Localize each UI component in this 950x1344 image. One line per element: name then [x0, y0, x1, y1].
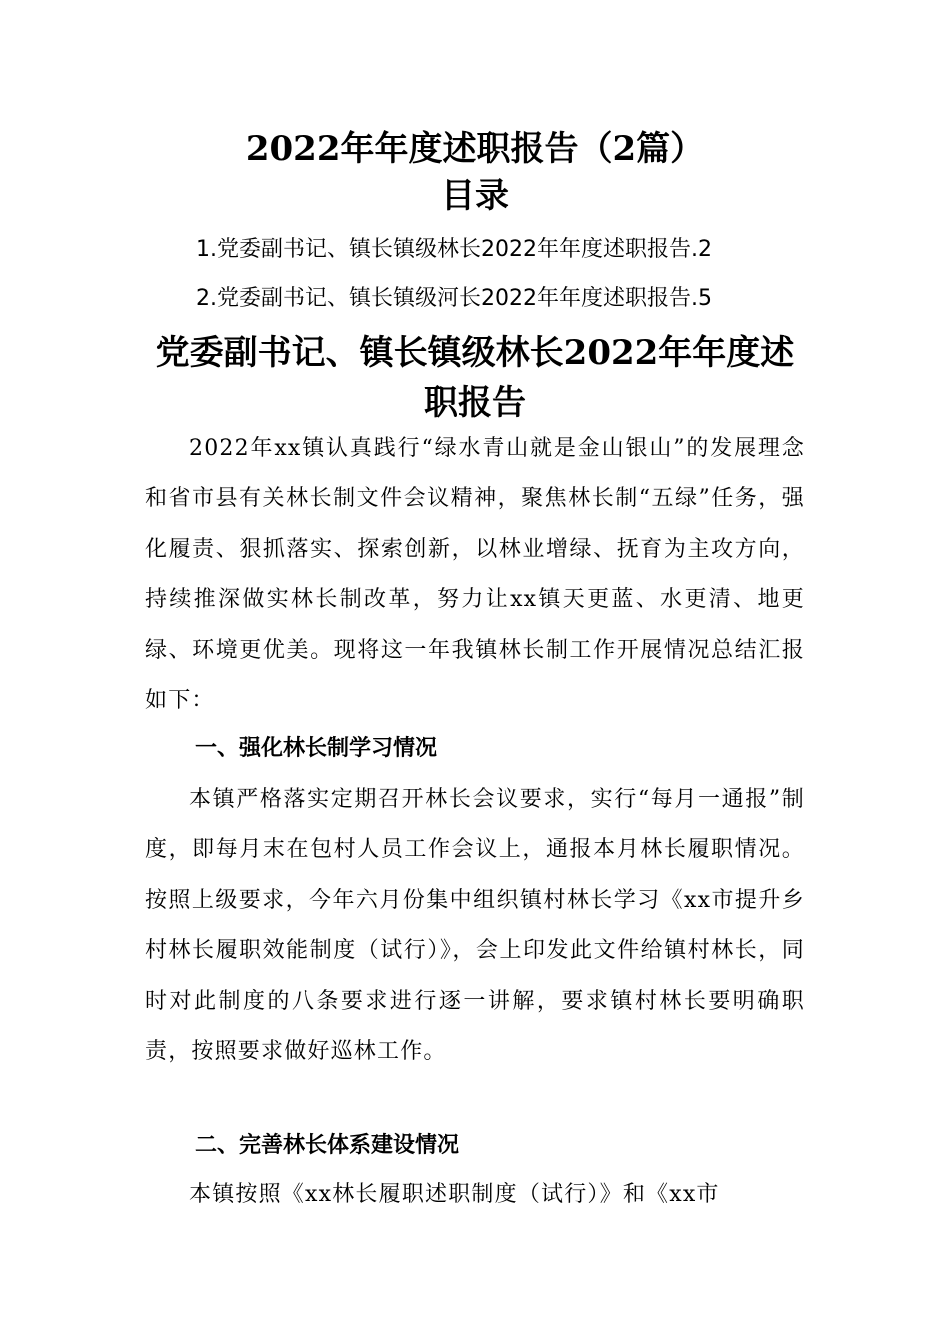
document-title: 2022年年度述职报告（2篇） — [245, 129, 705, 169]
toc-item[interactable]: 1.党委副书记、镇长镇级林长2022年年度述职报告.2 — [196, 237, 712, 262]
section-title: 党委副书记、镇长镇级林长2022年年度述职报告 — [155, 333, 795, 423]
subheading: 二、完善林长体系建设情况 — [195, 1133, 460, 1158]
toc-item[interactable]: 2.党委副书记、镇长镇级河长2022年年度述职报告.5 — [196, 286, 712, 311]
body-paragraph: 2022年xx镇认真践行“绿水青山就是金山银山”的发展理念和省市县有关林长制文件会议精神，聚焦林长制“五绿”任务，强化履责、狠抓落实、探索创新，以林业增绿、抚育为主攻方向，持续推深做实林长制改革，努力让xx镇天更蓝、水更清、地更绿、环境更优美。现将这一年我镇林长制工作开展情况总结汇报如下： — [145, 436, 805, 714]
body-paragraph: 本镇严格落实定期召开林长会议要求，实行“每月一通报”制度，即每月末在包村人员工作会议上，通报本月林长履职情况。按照上级要求，今年六月份集中组织镇村林长学习《xx市提升乡村林长履职效能制度（试行）》，会上印发此文件给镇村林长，同时对此制度的八条要求进行逐一讲解，要求镇村林长要明确职责，按照要求做好巡林工作。 — [145, 787, 805, 1065]
toc-heading: 目录 — [441, 176, 509, 216]
body-paragraph: 本镇按照《xx林长履职述职制度（试行）》和《xx市 — [189, 1182, 720, 1207]
subheading: 一、强化林长制学习情况 — [195, 736, 438, 761]
